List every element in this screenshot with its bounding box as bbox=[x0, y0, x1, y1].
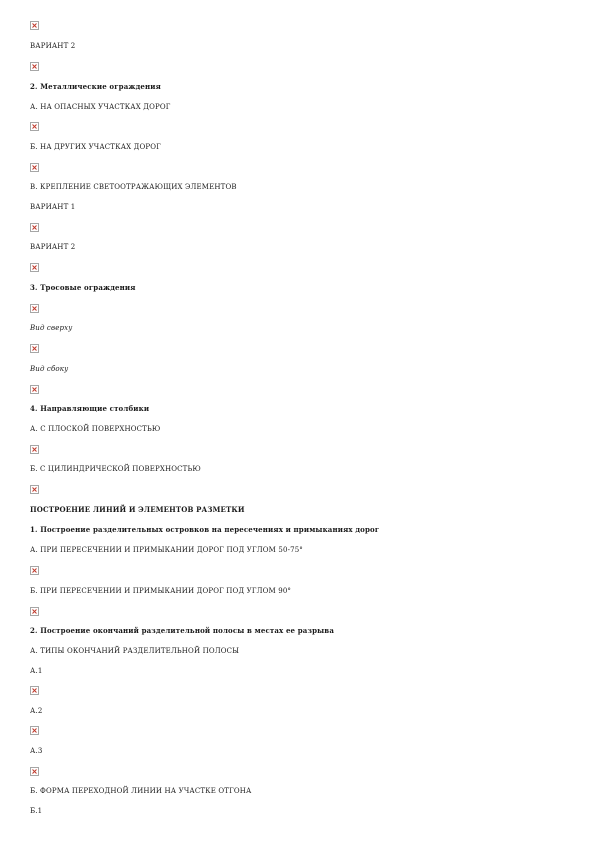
variant-label: ВАРИАНТ 1 bbox=[30, 203, 76, 211]
section-heading: 1. Построение разделительных островков на пересечениях и примыканиях дорог bbox=[30, 525, 380, 534]
broken-image-icon bbox=[30, 344, 39, 353]
broken-image-icon bbox=[30, 726, 39, 735]
item-label: Б.1 bbox=[30, 807, 43, 815]
broken-image-icon bbox=[30, 485, 39, 494]
subsection-label: Б. ФОРМА ПЕРЕХОДНОЙ ЛИНИИ НА УЧАСТКЕ ОТГОНА bbox=[30, 787, 252, 795]
broken-image-icon bbox=[30, 304, 39, 313]
subsection-label: А. НА ОПАСНЫХ УЧАСТКАХ ДОРОГ bbox=[30, 103, 171, 111]
broken-image-icon bbox=[30, 21, 39, 30]
section-heading: 2. Построение окончаний разделительной полосы в местах ее разрыва bbox=[30, 626, 335, 635]
broken-image-icon bbox=[30, 566, 39, 575]
view-caption: Вид сверху bbox=[30, 324, 73, 332]
broken-image-icon bbox=[30, 445, 39, 454]
broken-image-icon bbox=[30, 62, 39, 71]
broken-image-icon bbox=[30, 385, 39, 394]
broken-image-icon bbox=[30, 263, 39, 272]
item-label: А.1 bbox=[30, 667, 43, 675]
subsection-label: А. ПРИ ПЕРЕСЕЧЕНИИ И ПРИМЫКАНИИ ДОРОГ ПОД УГЛОМ 50-75° bbox=[30, 546, 303, 554]
subsection-label: Б. С ЦИЛИНДРИЧЕСКОЙ ПОВЕРХНОСТЬЮ bbox=[30, 465, 201, 473]
chapter-heading: ПОСТРОЕНИЕ ЛИНИЙ И ЭЛЕМЕНТОВ РАЗМЕТКИ bbox=[30, 505, 245, 514]
subsection-label: Б. НА ДРУГИХ УЧАСТКАХ ДОРОГ bbox=[30, 143, 161, 151]
variant-label: ВАРИАНТ 2 bbox=[30, 243, 76, 251]
subsection-label: В. КРЕПЛЕНИЕ СВЕТООТРАЖАЮЩИХ ЭЛЕМЕНТОВ bbox=[30, 183, 237, 191]
broken-image-icon bbox=[30, 686, 39, 695]
item-label: А.2 bbox=[30, 707, 43, 715]
view-caption: Вид сбоку bbox=[30, 365, 69, 373]
variant-label: ВАРИАНТ 2 bbox=[30, 42, 76, 50]
section-heading: 2. Металлические ограждения bbox=[30, 82, 161, 91]
broken-image-icon bbox=[30, 163, 39, 172]
section-heading: 3. Тросовые ограждения bbox=[30, 283, 136, 292]
broken-image-icon bbox=[30, 607, 39, 616]
broken-image-icon bbox=[30, 122, 39, 131]
subsection-label: А. ТИПЫ ОКОНЧАНИЙ РАЗДЕЛИТЕЛЬНОЙ ПОЛОСЫ bbox=[30, 647, 240, 655]
section-heading: 4. Направляющие столбики bbox=[30, 404, 150, 413]
broken-image-icon bbox=[30, 223, 39, 232]
subsection-label: А. С ПЛОСКОЙ ПОВЕРХНОСТЬЮ bbox=[30, 425, 161, 433]
item-label: А.3 bbox=[30, 747, 43, 755]
subsection-label: Б. ПРИ ПЕРЕСЕЧЕНИИ И ПРИМЫКАНИИ ДОРОГ ПОД УГЛОМ 90° bbox=[30, 587, 292, 595]
broken-image-icon bbox=[30, 767, 39, 776]
